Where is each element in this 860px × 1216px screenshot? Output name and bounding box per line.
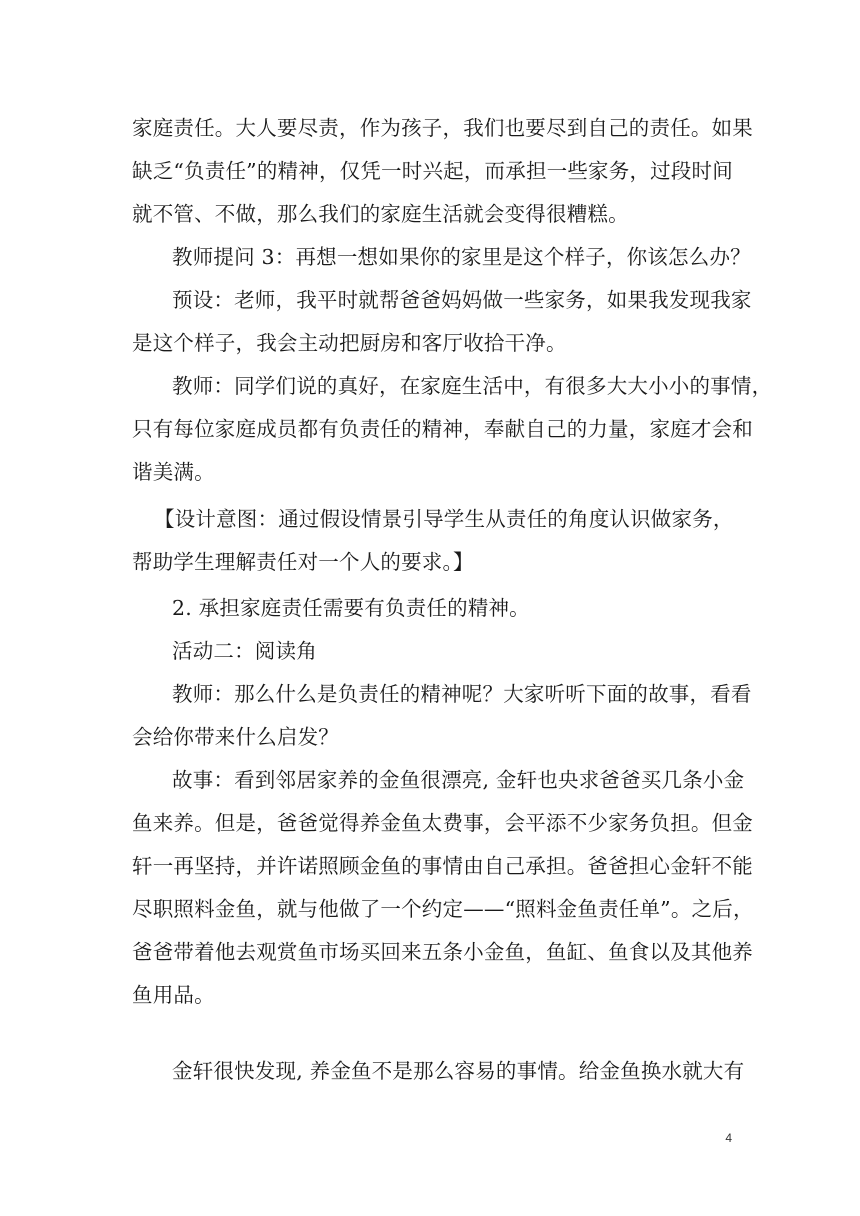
design-intent-line: 帮助学生理解责任对一个人的要求。】	[132, 550, 474, 574]
text-line: 预设：老师，我平时就帮爸爸妈妈做一些家务，如果我发现我家	[172, 288, 752, 312]
story-line: 尽职照料金鱼，就与他做了一个约定——“照料金鱼责任单”。之后，	[132, 897, 754, 921]
story-line: 鱼用品。	[132, 983, 215, 1007]
text-line: 是这个样子，我会主动把厨房和客厅收拾干净。	[132, 331, 567, 355]
design-intent-line: 【设计意图：通过假设情景引导学生从责任的角度认识做家务，	[154, 507, 734, 531]
story-line: 故事：看到邻居家养的金鱼很漂亮, 金轩也央求爸爸买几条小金	[172, 768, 745, 792]
text-line: 只有每位家庭成员都有负责任的精神，奉献自己的力量，家庭才会和	[132, 417, 753, 441]
text-line: 教师：那么什么是负责任的精神呢？大家听听下面的故事，看看	[172, 682, 752, 706]
text-line: 家庭责任。大人要尽责，作为孩子，我们也要尽到自己的责任。如果	[132, 116, 753, 140]
story-line: 鱼来养。但是，爸爸觉得养金鱼太费事，会平添不少家务负担。但金	[132, 811, 753, 835]
text-line: 教师：同学们说的真好，在家庭生活中，有很多大大小小的事情，	[172, 374, 773, 398]
text-line: 缺乏“负责任”的精神，仅凭一时兴起，而承担一些家务，过段时间	[132, 159, 733, 183]
page-number: 4	[725, 1131, 732, 1145]
text-line: 教师提问 3：再想一想如果你的家里是这个样子，你该怎么办？	[172, 245, 751, 269]
activity-heading: 活动二：阅读角	[172, 639, 317, 663]
story-line: 轩一再坚持，并许诺照顾金鱼的事情由自己承担。爸爸担心金轩不能	[132, 854, 753, 878]
text-line: 谐美满。	[132, 460, 215, 484]
story-line: 爸爸带着他去观赏鱼市场买回来五条小金鱼，鱼缸、鱼食以及其他养	[132, 940, 753, 964]
text-line: 就不管、不做，那么我们的家庭生活就会变得很糟糕。	[132, 202, 629, 226]
section-heading: 2. 承担家庭责任需要有负责任的精神。	[172, 596, 530, 620]
text-line: 会给你带来什么启发？	[132, 725, 339, 749]
story-line: 金轩很快发现, 养金鱼不是那么容易的事情。给金鱼换水就大有	[172, 1059, 745, 1083]
